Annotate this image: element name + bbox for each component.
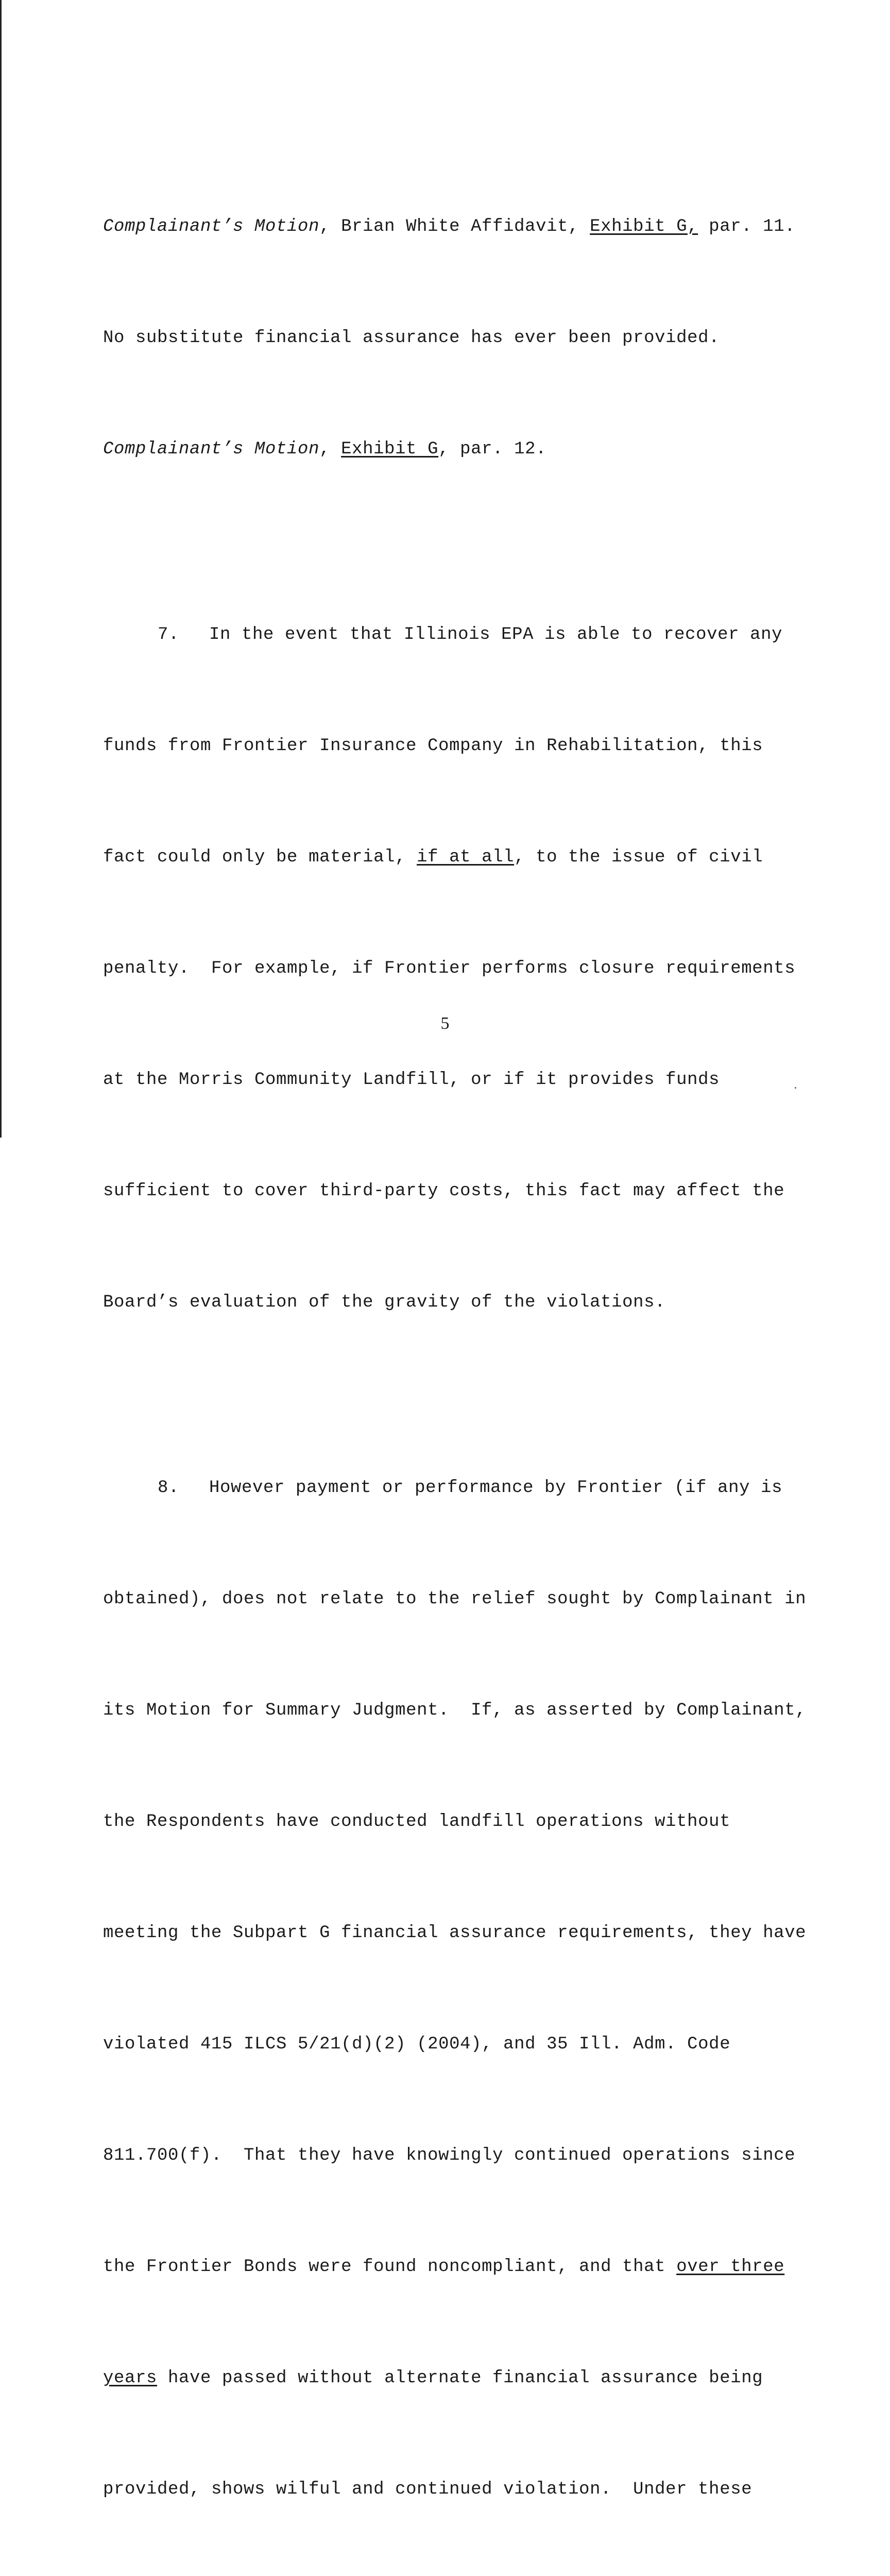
text-line: obtained), does not relate to the relief sought by Complainant in (103, 1589, 807, 1609)
citation-italic: Complainant’s Motion (103, 439, 320, 459)
text-line: No substitute financial assurance has ever been provided. (103, 328, 720, 348)
text-run: However payment or performance by Frontier (if any is (209, 1478, 783, 1498)
text-run: fact could only be material, (103, 848, 417, 867)
text-line: provided, shows wilful and continued violation. Under these (103, 2480, 752, 2499)
text-line: meeting the Subpart G financial assurance requirements, they have (103, 1923, 807, 1943)
text-line (103, 2248, 793, 2285)
paragraph-7-first-line (103, 616, 793, 653)
emphasis-underline: over three (676, 2257, 785, 2277)
text-run: , to the issue of civil (514, 848, 763, 867)
text-line: Board’s evaluation of the gravity of the violations. (103, 1293, 666, 1312)
scan-edge-line (0, 0, 2, 1138)
scan-speck (795, 1087, 796, 1089)
text-run: , par. 12. (438, 439, 547, 459)
page-number: 5 (440, 1014, 450, 1033)
text-run: par. 11. (698, 217, 796, 236)
exhibit-reference: Exhibit G (341, 439, 439, 459)
paragraph-number: 7. (158, 625, 180, 645)
text-run: have passed without alternate financial assurance being (157, 2368, 763, 2388)
text-line (103, 431, 793, 468)
text-run: , Brian White Affidavit, (319, 217, 590, 236)
text-line: 811.700(f). That they have knowingly continued operations since (103, 2146, 796, 2165)
text-run: the Frontier Bonds were found noncompliant, and that (103, 2257, 677, 2277)
text-line: penalty. For example, if Frontier performs closure requirements (103, 959, 796, 978)
text-run: , (319, 439, 341, 459)
text-line (103, 208, 796, 245)
text-line: funds from Frontier Insurance Company in Rehabilitation, this (103, 736, 763, 756)
emphasis-underline: years (103, 2368, 158, 2388)
exhibit-reference: Exhibit G, (590, 217, 698, 236)
text-line (103, 2360, 793, 2397)
text-line: at the Morris Community Landfill, or if it provides funds (103, 1070, 720, 1090)
emphasis-underline: if at all (417, 848, 515, 867)
text-line: sufficient to cover third-party costs, this fact may affect the (103, 1181, 785, 1201)
text-run: In the event that Illinois EPA is able to recover any (209, 625, 783, 645)
text-line: the Respondents have conducted landfill operations without (103, 1812, 731, 1832)
text-line: violated 415 ILCS 5/21(d)(2) (2004), and 35 Ill. Adm. Code (103, 2035, 731, 2054)
body-text (103, 97, 807, 2576)
citation-italic: Complainant’s Motion (103, 217, 320, 236)
text-line (103, 839, 793, 876)
paragraph-8-first-line (103, 1469, 793, 1506)
text-line: its Motion for Summary Judgment. If, as asserted by Complainant, (103, 1701, 807, 1720)
paragraph-number: 8. (158, 1478, 180, 1498)
